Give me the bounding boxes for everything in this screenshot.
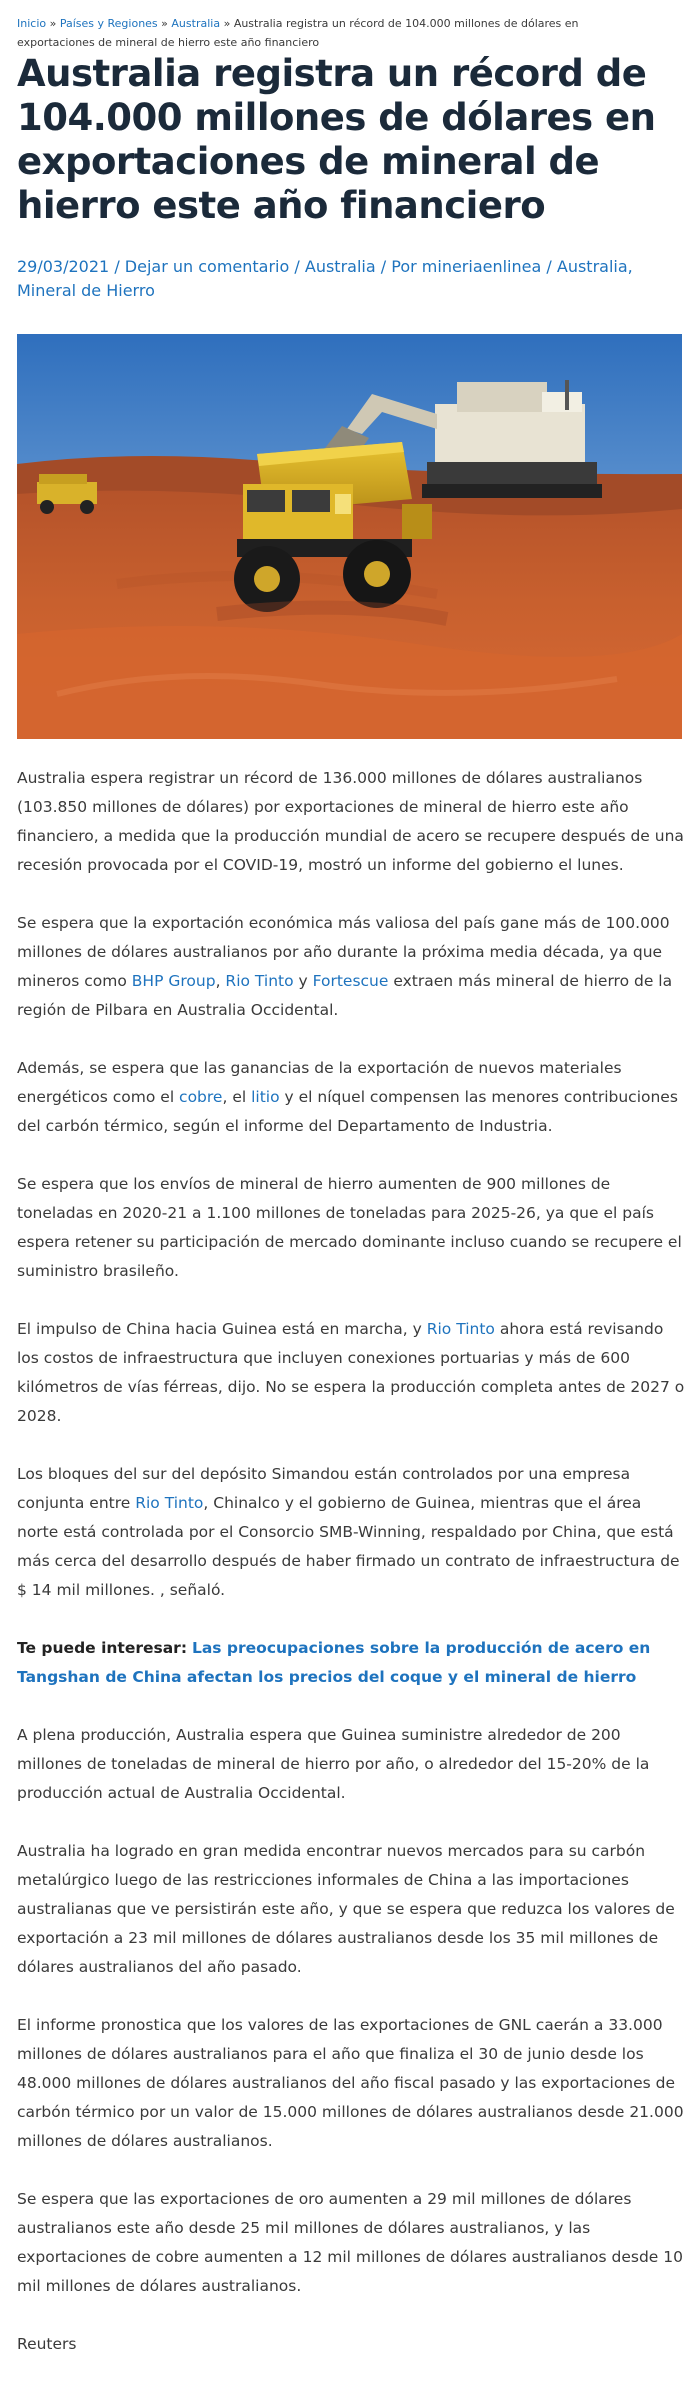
meta-separator: /: [114, 257, 120, 276]
breadcrumb: [17, 14, 657, 52]
category-link-australia[interactable]: Australia: [304, 257, 376, 276]
breadcrumb-separator: »: [223, 17, 231, 30]
paragraph-3: Además, se espera que las ganancias de la exportación de nuevos materiales energéticos como el cobre, el litio y el níquel compensen las menores contribuciones del carbón térmico, según el informe del Departamento de Industria.: [17, 1059, 678, 1135]
related-article-link[interactable]: Las preocupaciones sobre la producción de acero en Tangshan de China afectan los precios del coque y el mineral de hierro: [17, 1639, 651, 1686]
tag-link-australia[interactable]: Australia: [556, 257, 628, 276]
link-litio[interactable]: litio: [251, 1088, 280, 1106]
breadcrumb-separator: »: [49, 17, 57, 30]
link-rio-tinto[interactable]: Rio Tinto: [225, 972, 294, 990]
article-title: Australia registra un récord de 104.000 millones de dólares en exportaciones de mineral de hierro este año financiero: [17, 52, 656, 227]
author-prefix: Por: [391, 257, 417, 276]
meta-separator: /: [294, 257, 300, 276]
paragraph-2: Se espera que la exportación económica más valiosa del país gane más de 100.000 millones de dólares australianos por año durante la próxima media década, ya que mineros como BHP Group, Rio Tinto y Fortescue extraen más mineral de hierro de la región de Pilbara en Australia Occidental.: [17, 914, 673, 1019]
paragraph-5: El impulso de China hacia Guinea está en marcha, y Rio Tinto ahora está revisando los costos de infraestructura que incluyen conexiones portuarias y más de 600 kilómetros de vías férreas, dijo. No se espera la producción completa antes de 2027 o 2028.: [17, 1320, 685, 1425]
link-rio-tinto[interactable]: Rio Tinto: [426, 1320, 495, 1338]
article-source: Reuters: [17, 2335, 77, 2353]
meta-separator: /: [380, 257, 387, 276]
link-fortescue[interactable]: Fortescue: [312, 972, 389, 990]
paragraph-4: Se espera que los envíos de mineral de hierro aumenten de 900 millones de toneladas en 2020-21 a 1.100 millones de toneladas para 2025-26, ya que el país espera retener su participación de mercado dominante incluso cuando se recupere el suministro brasileño.: [17, 1175, 682, 1280]
post-date-link[interactable]: 29/03/2021: [17, 257, 110, 276]
paragraph-1: Australia espera registrar un récord de 136.000 millones de dólares australianos (103.850 millones de dólares) por exportaciones de mineral de hierro este año financiero, a medida que la producción mundial de acero se recupere después de una recesión provocada por el COVID-19, mostró un informe del gobierno el lunes.: [17, 769, 684, 874]
breadcrumb-australia-link[interactable]: Australia: [171, 17, 221, 30]
article-meta: 29/03/2021 / Dejar un comentario / Australia / Por mineriaenlinea / Australia, Mineral de Hierro: [17, 257, 633, 300]
author-link[interactable]: mineriaenlinea: [421, 257, 542, 276]
tag-link-mineral-de-hierro[interactable]: Mineral de Hierro: [17, 281, 155, 300]
link-rio-tinto[interactable]: Rio Tinto: [135, 1494, 204, 1512]
paragraph-8: Australia ha logrado en gran medida encontrar nuevos mercados para su carbón metalúrgico luego de las restricciones informales de China a las importaciones australianas que ve persistirán este año, y que se espera que reduzca los valores de exportación a 23 mil millones de dólares australianos desde los 35 mil millones de dólares australianos del año pasado.: [17, 1842, 675, 1976]
mining-photo: [17, 334, 682, 739]
article-body: [17, 764, 685, 2388]
breadcrumb-home-link[interactable]: Inicio: [17, 17, 47, 30]
breadcrumb-countries-link[interactable]: Países y Regiones: [59, 17, 158, 30]
paragraph-7: A plena producción, Australia espera que Guinea suministre alrededor de 200 millones de toneladas de mineral de hierro por año, o alrededor del 15-20% de la producción actual de Australia Occidental.: [17, 1726, 650, 1802]
related-article: [17, 1634, 685, 1692]
paragraph-9: El informe pronostica que los valores de las exportaciones de GNL caerán a 33.000 millones de dólares australianos para el año que finaliza el 30 de junio desde los 48.000 millones de dólares australianos del año fiscal pasado y las exportaciones de carbón térmico por un valor de 15.000 millones de dólares australianos desde 21.000 millones de dólares australianos.: [17, 2016, 684, 2150]
breadcrumb-current: Australia registra un récord de 104.000 millones de dólares en exportaciones de mineral de hierro este año financiero: [17, 17, 579, 49]
link-cobre[interactable]: cobre: [179, 1088, 223, 1106]
hero-image: [17, 334, 682, 739]
paragraph-10: Se espera que las exportaciones de oro aumenten a 29 mil millones de dólares australianos este año desde 25 mil millones de dólares australianos, y las exportaciones de cobre aumenten a 12 mil millones de dólares australianos desde 10 mil millones de dólares australianos.: [17, 2190, 683, 2295]
paragraph-6: Los bloques del sur del depósito Simandou están controlados por una empresa conjunta entre Rio Tinto, Chinalco y el gobierno de Guinea, mientras que el área norte está controlada por el Consorcio SMB-Winning, respaldado por China, que está más cerca del desarrollo después de haber firmado un contrato de infraestructura de $ 14 mil millones. , señaló.: [17, 1465, 680, 1599]
leave-comment-link[interactable]: Dejar un comentario: [124, 257, 290, 276]
meta-separator: /: [546, 257, 552, 276]
link-bhp-group[interactable]: BHP Group: [131, 972, 216, 990]
breadcrumb-separator: »: [161, 17, 168, 30]
related-label: Te puede interesar:: [17, 1639, 188, 1657]
